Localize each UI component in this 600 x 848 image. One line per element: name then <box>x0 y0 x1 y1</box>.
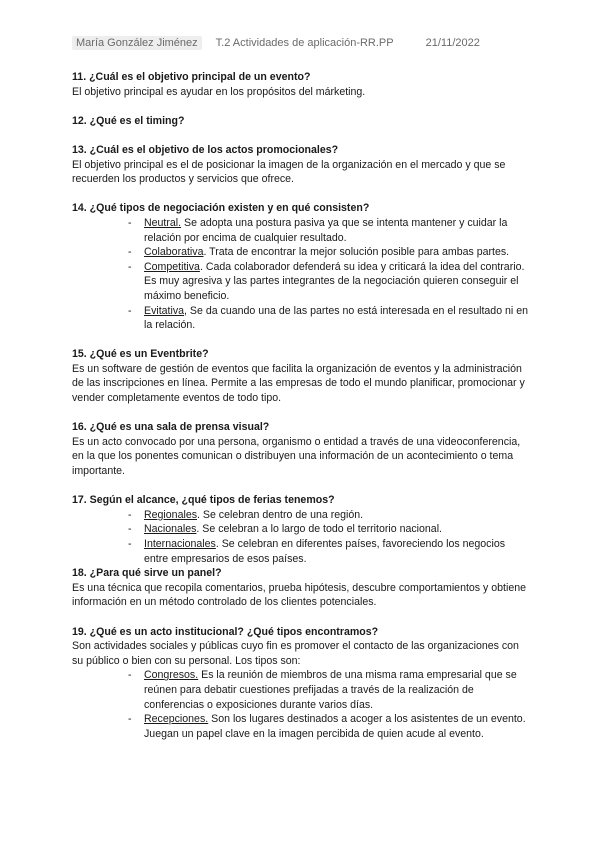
institutional-act-types-list <box>72 668 532 741</box>
answer-13: El objetivo principal es el de posicionar la imagen de la organización en el mercado y que se recuerden los productos y servicios que ofrece. <box>72 158 506 186</box>
answer-11: El objetivo principal es ayudar en los propósitos del márketing. <box>72 85 366 98</box>
question-19: 19. ¿Qué es un acto institucional? ¿Qué tipos encontramos? <box>72 625 379 638</box>
list-item-term: Neutral. <box>144 216 182 229</box>
list-item-text: . Se celebran en diferentes países, favoreciendo los negocios entre empresarios de esos países. <box>144 538 506 565</box>
list-item <box>72 712 532 741</box>
list-item <box>72 537 532 566</box>
list-item-term: Competitiva <box>144 260 200 273</box>
list-item <box>72 508 532 523</box>
list-item-text: . Trata de encontrar la mejor solución posible para ambas partes. <box>203 246 510 259</box>
document-body <box>72 70 532 741</box>
list-item-term: Regionales <box>144 508 198 521</box>
answer-18: Es una técnica que recopila comentarios, prueba hipótesis, descubre comportamientos y obtiene información en un método controlado de los clientes potenciales. <box>72 581 527 609</box>
question-17: 17. Según el alcance, ¿qué tipos de ferias tenemos? <box>72 494 335 507</box>
list-item-text: . Se celebran dentro de una región. <box>197 508 364 521</box>
list-item-term: Congresos. <box>144 669 199 682</box>
list-item <box>72 304 532 333</box>
question-15: 15. ¿Qué es un Eventbrite? <box>72 348 209 361</box>
list-item-text: . Cada colaborador defenderá su idea y criticará la idea del contrario. Es muy agresiva y las partes integrantes de la negociación quieren conseguir el máximo beneficio. <box>144 260 525 302</box>
list-item <box>72 245 532 260</box>
list-item-term: Nacionales <box>144 523 197 536</box>
list-item-term: Colaborativa <box>144 246 204 259</box>
list-item-term: Internacionales <box>144 538 216 550</box>
list-item-term: Evitativa <box>144 304 185 317</box>
question-11: 11. ¿Cuál es el objetivo principal de un evento? <box>72 71 311 83</box>
answer-16: Es un acto convocado por una persona, organismo o entidad a través de una videoconferencia, en la que los ponentes comunican o distribuyen una información de un acontecimiento o tema importante. <box>72 435 521 478</box>
list-item-term: Recepciones. <box>144 713 209 726</box>
list-item <box>72 260 532 304</box>
negotiation-types-list <box>72 216 532 333</box>
question-18: 18. ¿Para qué sirve un panel? <box>72 567 222 580</box>
list-item-text: Se adopta una postura pasiva ya que se intenta mantener y cuidar la relación por encima de cualquier resultado. <box>144 216 508 244</box>
answer-15: Es un software de gestión de eventos que facilita la organización de eventos y la administración de las inscripciones en línea. Permite a las empresas de todo el mundo planificar, promocionar y vender completamente eventos de todo tipo. <box>72 362 525 405</box>
answer-19: Son actividades sociales y públicas cuyo fin es promover el contacto de las organizaciones con su público o bien con su personal. Los tipos son: <box>72 640 519 667</box>
list-item-text: . Se celebran a lo largo de todo el territorio nacional. <box>196 523 442 536</box>
question-13: 13. ¿Cuál es el objetivo de los actos promocionales? <box>72 143 339 156</box>
list-item <box>72 668 532 712</box>
document-date: 21/11/2022 <box>425 37 480 49</box>
question-14: 14. ¿Qué tipos de negociación existen y en qué consisten? <box>72 202 370 215</box>
question-16: 16. ¿Qué es una sala de prensa visual? <box>72 421 270 434</box>
list-item <box>72 216 532 245</box>
list-item-text: Son los lugares destinados a acoger a los asistentes de un evento. Juegan un papel clave en la imagen percibida de quien acude al evento. <box>144 713 526 740</box>
document-title: T.2 Actividades de aplicación-RR.PP <box>215 37 394 49</box>
list-item <box>72 522 532 537</box>
question-12: 12. ¿Qué es el timing? <box>72 114 185 127</box>
list-item-text: , Se da cuando una de las partes no está interesada en el resultado ni en la relación. <box>144 304 528 332</box>
fair-types-list <box>72 508 532 566</box>
document-header <box>72 36 540 50</box>
author-name: María González Jiménez <box>72 36 202 50</box>
list-item-text: Es la reunión de miembros de una misma rama empresarial que se reúnen para debatir cuestiones prefijadas a través de la realización de conferencias o exposiciones durante varios días. <box>144 669 517 711</box>
